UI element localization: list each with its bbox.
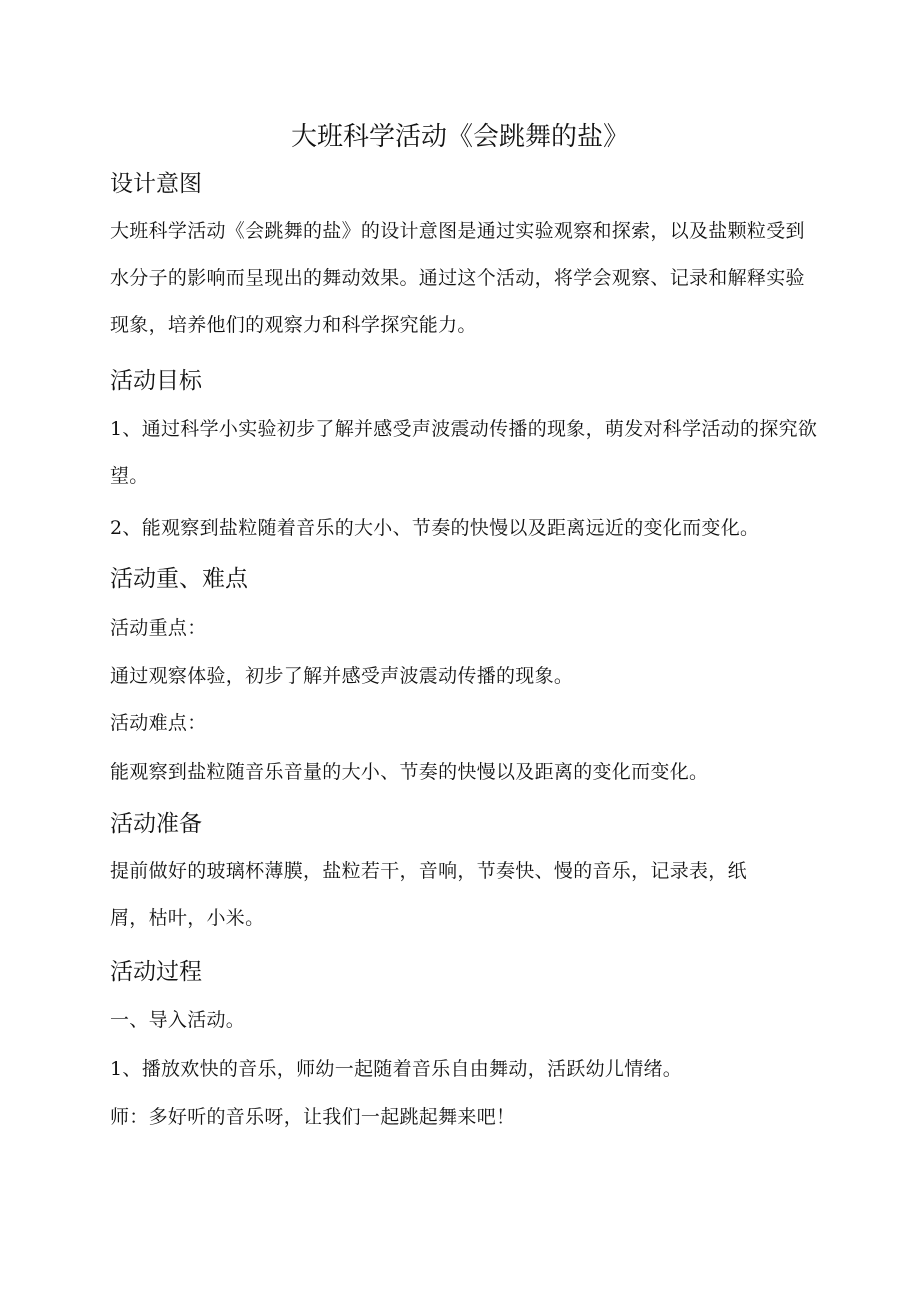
design-intent-paragraph: 大班科学活动《会跳舞的盐》的设计意图是通过实验观察和探索，以及盐颗粒受到水分子的影响而呈现出的舞动效果。通过这个活动，将学会观察、记录和解释实验现象，培养他们的观察力和科学探究能力。: [110, 220, 805, 336]
section-heading-goals: 活动目标: [110, 368, 202, 394]
difficulty-label: 活动难点：: [110, 712, 207, 734]
teacher-line: 师：多好听的音乐呀，让我们一起跳起舞来吧！: [110, 1106, 516, 1128]
process-step-1: 1、播放欢快的音乐，师幼一起随着音乐自由舞动，活跃幼儿情绪。: [110, 1058, 683, 1080]
difficulty-text: 能观察到盐粒随音乐音量的大小、节奏的快慢以及距离的变化而变化。: [110, 761, 709, 783]
preparation-paragraph: 提前做好的玻璃杯薄膜，盐粒若干，音响，节奏快、慢的音乐，记录表，纸屑，枯叶，小米。: [110, 860, 747, 929]
section-heading-key-points: 活动重、难点: [110, 566, 248, 592]
section-heading-preparation: 活动准备: [110, 811, 202, 837]
goal-item-1: 1、通过科学小实验初步了解并感受声波震动传播的现象，萌发对科学活动的探究欲望。: [110, 418, 818, 487]
focus-label: 活动重点：: [110, 617, 207, 639]
focus-text: 通过观察体验，初步了解并感受声波震动传播的现象。: [110, 665, 574, 687]
section-heading-process: 活动过程: [110, 959, 202, 985]
section-heading-design-intent: 设计意图: [110, 171, 202, 197]
process-step-title: 一、导入活动。: [110, 1009, 246, 1031]
goal-item-2: 2、能观察到盐粒随着音乐的大小、节奏的快慢以及距离远近的变化而变化。: [110, 517, 760, 539]
document-title: 大班科学活动《会跳舞的盐》: [290, 122, 629, 152]
